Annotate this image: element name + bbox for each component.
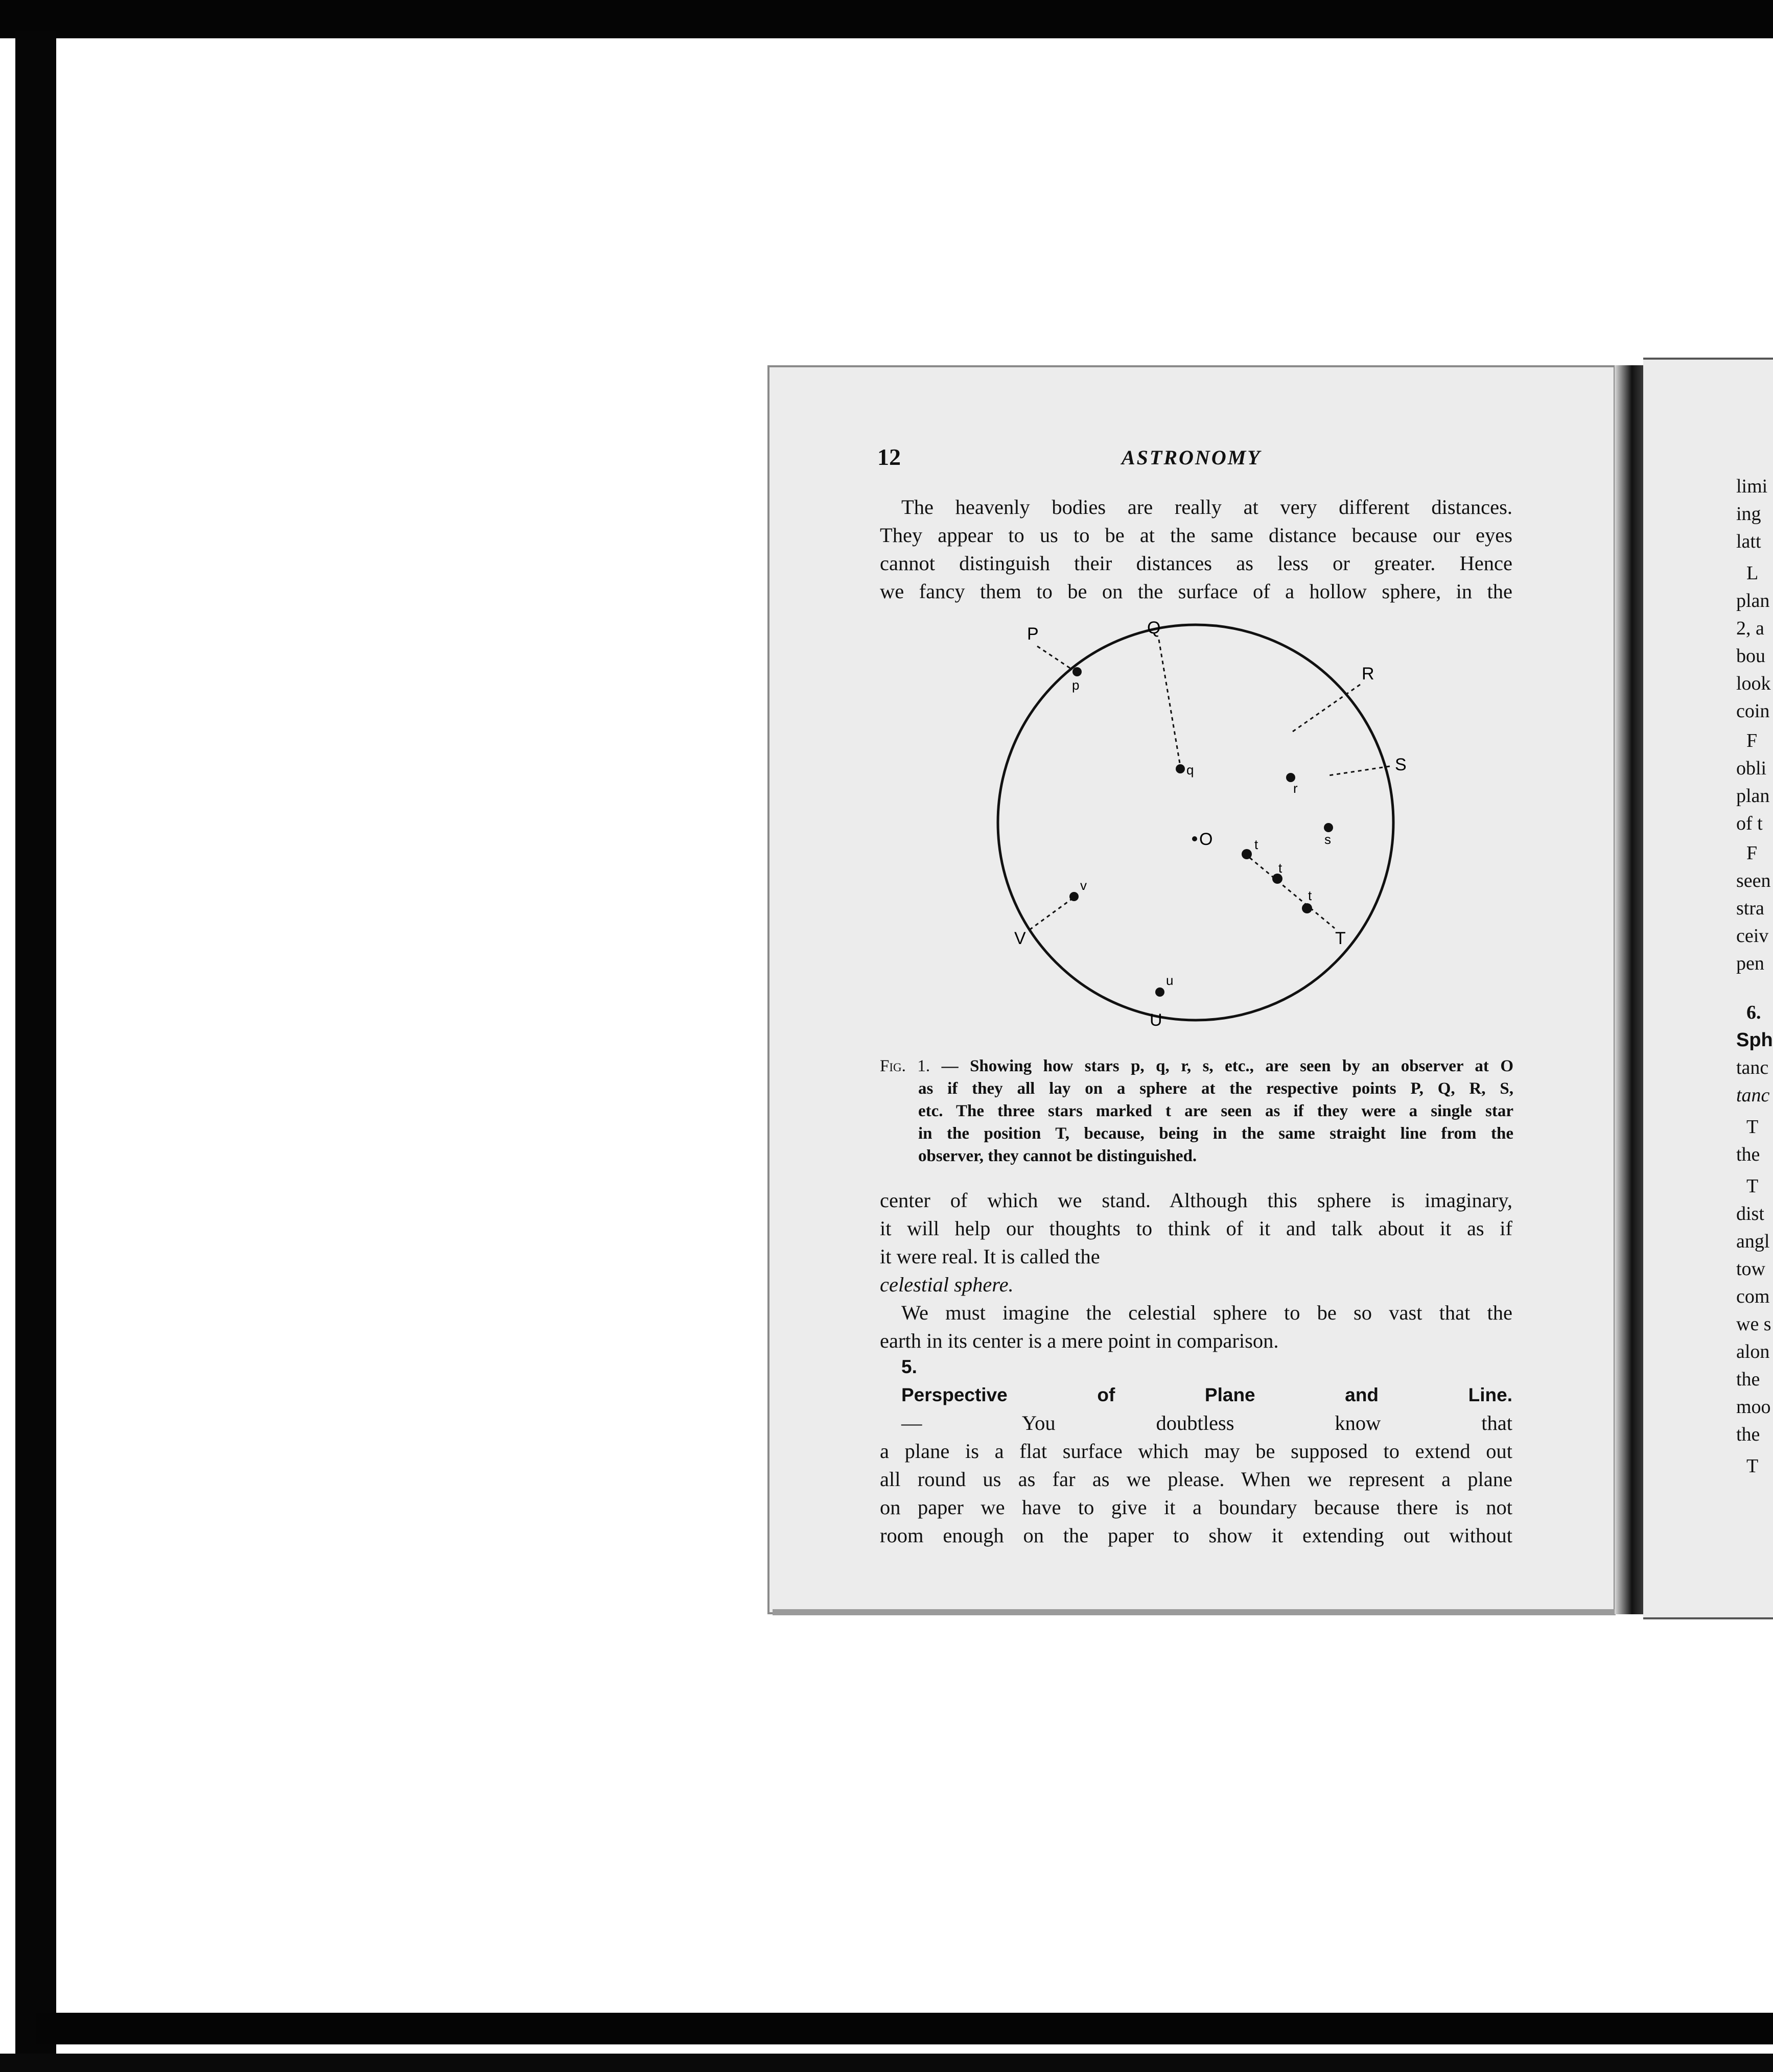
text-line: — You doubtless know that — [901, 1411, 1512, 1434]
book-gutter — [1615, 365, 1643, 1614]
text-line: all round us as far as we please. When we represent a plane — [880, 1468, 1512, 1491]
text-line: a plane is a flat surface which may be supposed to extend out — [880, 1440, 1512, 1463]
scan-border-top — [0, 0, 1773, 38]
observer-point — [1192, 836, 1197, 841]
facing-text: angl — [1736, 1231, 1770, 1252]
facing-text: seen — [1736, 870, 1771, 891]
text-line: room enough on the paper to show it extending out without — [880, 1524, 1512, 1547]
label-r: r — [1293, 781, 1298, 796]
facing-text: T — [1746, 1116, 1759, 1138]
facing-text: tow — [1736, 1258, 1765, 1280]
label-t1: t — [1254, 837, 1258, 852]
facing-text: T — [1746, 1175, 1759, 1197]
facing-text: moo — [1736, 1396, 1771, 1418]
facing-text: ceiv — [1736, 925, 1769, 947]
label-t2: t — [1278, 860, 1282, 876]
label-p: p — [1072, 677, 1080, 693]
paragraph-intro — [880, 493, 1512, 605]
label-Q: Q — [1147, 618, 1161, 638]
label-t3: t — [1308, 888, 1312, 903]
facing-text: obli — [1736, 758, 1767, 779]
label-q: q — [1186, 762, 1194, 778]
text-line: They appear to us to be at the same distance because our eyes — [880, 524, 1512, 547]
facing-text: latt — [1736, 531, 1761, 552]
facing-text: the — [1736, 1424, 1760, 1445]
label-P: P — [1027, 624, 1039, 644]
star-p — [1072, 667, 1082, 676]
text-line: center of which we stand. Although this sphere is imaginary, — [880, 1189, 1512, 1212]
facing-text: com — [1736, 1286, 1770, 1307]
label-v: v — [1080, 878, 1087, 893]
text-line: it were real. It is called the — [880, 1245, 1100, 1268]
text-line: on paper we have to give it a boundary because there is not — [880, 1496, 1512, 1519]
facing-text: 6. — [1746, 1002, 1761, 1023]
page-edge-shadow — [773, 1609, 1616, 1615]
label-s: s — [1324, 832, 1331, 847]
facing-text: pen — [1736, 953, 1764, 974]
scan-border-left — [15, 31, 56, 2069]
text-line: it will help our thoughts to think of it and talk about it as if — [880, 1217, 1512, 1240]
facing-text: limi — [1736, 476, 1768, 497]
paragraph-celestial-sphere — [880, 1186, 1512, 1355]
facing-text: tanc — [1736, 1057, 1769, 1078]
facing-text: of t — [1736, 813, 1763, 834]
label-V: V — [1014, 929, 1026, 948]
star-t1 — [1242, 849, 1252, 859]
term-celestial-sphere: celestial sphere. — [880, 1273, 1014, 1296]
scan-border-bottom-outer — [0, 2054, 1773, 2072]
label-S: S — [1395, 755, 1407, 774]
figure-caption — [880, 1055, 1513, 1167]
facing-text: tanc — [1736, 1085, 1770, 1106]
label-U: U — [1150, 1010, 1162, 1027]
caption-line: in the position T, because, being in the same straight line from the — [918, 1124, 1513, 1143]
section-number: 5. — [901, 1356, 917, 1377]
label-O: O — [1199, 830, 1213, 849]
facing-text: 2, a — [1736, 618, 1764, 639]
facing-text: coin — [1736, 700, 1770, 722]
text-line: We must imagine the celestial sphere to be so vast that the — [901, 1301, 1512, 1324]
label-T: T — [1335, 929, 1346, 948]
running-title: ASTRONOMY — [1122, 446, 1262, 469]
facing-text: stra — [1736, 898, 1764, 919]
star-q — [1176, 764, 1185, 773]
page-number: 12 — [877, 444, 901, 470]
facing-text: dist — [1736, 1203, 1764, 1225]
scan-border-bottom — [36, 2013, 1773, 2044]
caption-line: as if they all lay on a sphere at the respective points P, Q, R, S, — [918, 1079, 1513, 1098]
star-t3 — [1302, 903, 1312, 913]
text-line: we fancy them to be on the surface of a hollow sphere, in the — [880, 580, 1512, 603]
facing-text: plan — [1736, 590, 1770, 611]
text-line: earth in its center is a mere point in comparison. — [880, 1329, 1279, 1352]
label-R: R — [1362, 664, 1374, 684]
facing-text: bou — [1736, 645, 1765, 667]
caption-line: etc. The three stars marked t are seen as if they were a single star — [918, 1102, 1513, 1120]
facing-text: we s — [1736, 1313, 1771, 1335]
caption-line: — Showing how stars p, q, r, s, etc., are seen by an observer at O — [941, 1057, 1514, 1075]
facing-text: plan — [1736, 785, 1770, 807]
star-s — [1324, 823, 1333, 832]
facing-text: Sph — [1736, 1029, 1773, 1051]
facing-text: F — [1746, 842, 1758, 864]
caption-prefix: Fig. 1. — [880, 1057, 930, 1075]
text-line: cannot distinguish their distances as less or greater. Hence — [880, 552, 1512, 575]
facing-text: L — [1746, 562, 1759, 584]
celestial-sphere-figure — [966, 613, 1415, 1027]
facing-text: T — [1746, 1455, 1759, 1477]
star-v — [1069, 892, 1079, 901]
facing-text: ing — [1736, 503, 1761, 525]
facing-text: the — [1736, 1144, 1760, 1165]
facing-text: alon — [1736, 1341, 1770, 1362]
label-u: u — [1166, 973, 1174, 988]
sphere-circle — [998, 625, 1393, 1020]
star-u — [1155, 987, 1164, 997]
section-heading: Perspective of Plane and Line. — [901, 1384, 1512, 1405]
facing-text: F — [1746, 730, 1758, 751]
facing-text: the — [1736, 1369, 1760, 1390]
caption-line: observer, they cannot be distinguished. — [918, 1147, 1197, 1165]
facing-text: look — [1736, 673, 1771, 694]
text-line: The heavenly bodies are really at very different distances. — [901, 496, 1512, 519]
section-5 — [880, 1353, 1512, 1549]
